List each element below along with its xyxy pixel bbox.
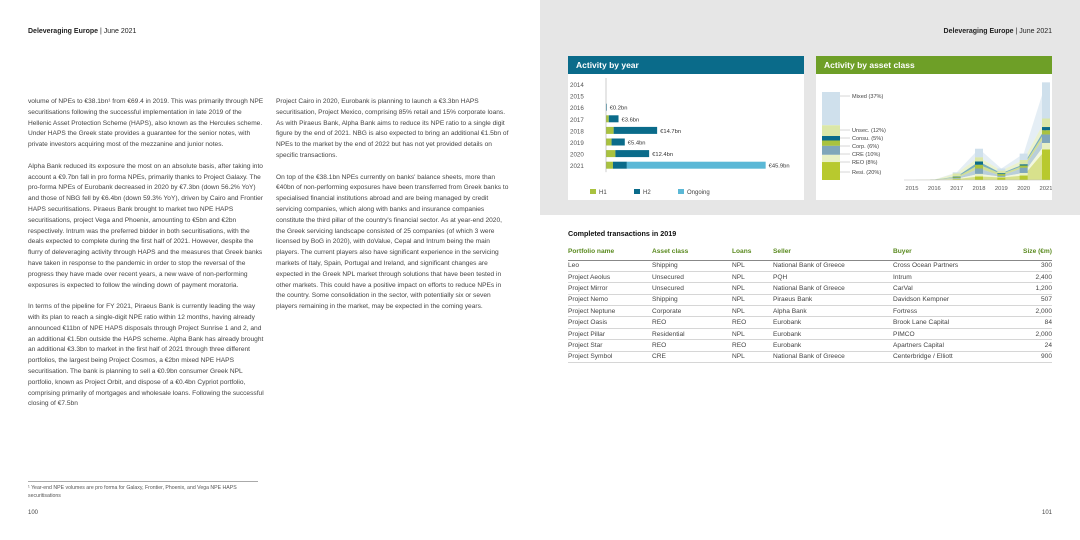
legend-label: Consu. (5%): [852, 136, 884, 142]
header-title: Deleveraging Europe: [28, 28, 99, 35]
bar-2018: [975, 169, 983, 174]
bar-2019: [997, 177, 1005, 178]
header-date: June 2021: [103, 28, 137, 35]
data-label: €0.2bn: [609, 105, 628, 112]
bar-h1-2020: [606, 150, 615, 157]
cell-size: 900: [1001, 351, 1052, 362]
table-row: [568, 294, 1052, 305]
cell-buyer: Brook Lane Capital: [893, 317, 1001, 328]
y-tick-label: 2017: [570, 116, 584, 124]
activity-by-asset-class-panel: [816, 56, 1052, 200]
bar-2019: [997, 176, 1005, 177]
cell-loans: NPL: [732, 294, 773, 305]
bar-2021: [1042, 127, 1050, 130]
bar-2020: [1020, 166, 1028, 168]
bar-2019: [997, 171, 1005, 174]
bar-2017: [953, 177, 961, 178]
y-tick-label: 2021: [570, 163, 584, 171]
cell-asset-class: Shipping: [652, 260, 732, 271]
column-header: Loans: [732, 244, 773, 260]
table-row: [568, 271, 1052, 282]
bar-h2-2021: [613, 162, 627, 169]
cell-size: 84: [1001, 317, 1052, 328]
activity-by-year-chart: [568, 74, 804, 200]
bar-ongoing-2021: [627, 162, 766, 169]
cell-loans: REO: [732, 340, 773, 351]
bar-h1-2018: [606, 127, 614, 134]
data-label: €5.4bn: [627, 140, 646, 147]
cell-portfolio: Project Oasis: [568, 317, 652, 328]
page-number: 100: [28, 510, 39, 516]
data-label: €3.6bn: [621, 117, 640, 124]
bar-h2-2019: [612, 139, 625, 146]
cell-asset-class: REO: [652, 340, 732, 351]
page-header: [28, 28, 136, 35]
y-tick-label: 2019: [570, 140, 584, 147]
cell-buyer: Centerbridge / Elliott: [893, 351, 1001, 362]
text-column-1: [28, 97, 266, 421]
cell-size: 507: [1001, 294, 1052, 305]
header-separator: |: [98, 28, 104, 35]
header-separator: |: [1013, 28, 1020, 35]
data-label: €12.4bn: [652, 152, 674, 159]
activity-by-asset-class-chart: [816, 74, 1052, 200]
cell-portfolio: Project Aeolus: [568, 271, 652, 282]
share-segment-mixed: [822, 92, 840, 125]
paragraph: Alpha Bank reduced its exposure the most on an absolute basis, after taking into account a €9.7bn fall in pro forma NPEs, primarily thanks to Project Galaxy. The pro-forma NPEs of Eurobank decreased in 2020 by €7.3bn (down 56.2% YoY) and those of NBG fell by €6.4bn (down 59.3% YoY), driven by Cairo and Frontier HAPS securitisations. Piraeus Bank brought to market two NPE HAPS securitisations, project Vega and Phoenix, amounting to €5bn and €2bn respectively. Intrum was the preferred bidder in both securitisations, with the deals expected to complete during the first half of 2021. However, despite the flurry of deleveraging activity through HAPS and the measures that Greek banks have taken in response to the pandemic in order to stop the reversal of the progress they have made over recent years, a new wave of non-performing exposures is expected to follow the winding down of payment moratoria.: [28, 162, 263, 289]
cell-buyer: Apartners Capital: [893, 340, 1001, 351]
cell-loans: NPL: [732, 271, 773, 282]
bar-2020: [1020, 176, 1028, 180]
table-row: [568, 351, 1052, 362]
cell-asset-class: Unsecured: [652, 271, 732, 282]
paragraph: In terms of the pipeline for FY 2021, Piraeus Bank is currently leading the way with its plan to reach a single-digit NPE ratio within 12 months, having already announced €11bn of NPE HAPS disposals through Project Sunrise 1 and 2, and an additional €1.5bn outside the HAPS scheme. Alpha Bank has already brought an additional €3.3bn to market in the first half of 2021 through three different portfolios, the largest being Project Cosmos, a €2bn mixed NPE HAPS securitisation. The bank is planning to sell a €0.9bn consumer Greek NPL portfolio, known as Project Orbit, and dispose of a €0.4bn Cypriot portfolio, comprising primarily of mortgages and wholesale loans. Following the successful closing of €7.5bn: [28, 303, 264, 408]
bar-2020: [1020, 164, 1028, 165]
text-column-2: [276, 97, 512, 324]
bar-2021: [1042, 82, 1050, 118]
bar-h2-2017: [609, 115, 619, 122]
share-segment-cre: [822, 146, 840, 155]
legend-label: Mixed (37%): [852, 94, 884, 100]
bar-2018: [975, 161, 983, 164]
legend-swatch-ongoing: [678, 189, 684, 194]
bar-2018: [975, 176, 983, 180]
legend-label: Ongoing: [687, 190, 710, 196]
cell-size: 2,400: [1001, 271, 1052, 282]
cell-seller: Eurobank: [773, 328, 893, 339]
cell-loans: REO: [732, 317, 773, 328]
cell-asset-class: Shipping: [652, 294, 732, 305]
right-page: [540, 0, 1080, 540]
table-row: [568, 340, 1052, 351]
table-title: Completed transactions in 2019: [568, 229, 677, 238]
table-row: [568, 283, 1052, 294]
y-tick-label: 2015: [570, 93, 584, 101]
table-row: [568, 260, 1052, 271]
y-tick-label: 2014: [570, 82, 584, 89]
column-header: Buyer: [893, 244, 1001, 260]
bar-2019: [997, 174, 1005, 176]
x-tick-label: 2015: [905, 186, 919, 192]
cell-portfolio: Project Neptune: [568, 306, 652, 317]
cell-portfolio: Project Star: [568, 340, 652, 351]
bar-2021: [1042, 130, 1050, 134]
share-segment-corp: [822, 140, 840, 145]
table-header-row: [568, 244, 1052, 260]
cell-seller: Eurobank: [773, 340, 893, 351]
legend-label: H2: [643, 190, 651, 196]
cell-portfolio: Project Mirror: [568, 283, 652, 294]
page-header: [944, 28, 1052, 35]
header-date: June 2021: [1019, 28, 1052, 35]
cell-buyer: CarVal: [893, 283, 1001, 294]
bar-2020: [1020, 160, 1028, 164]
bar-2020: [1020, 154, 1028, 160]
cell-buyer: Davidson Kempner: [893, 294, 1001, 305]
cell-portfolio: Leo: [568, 260, 652, 271]
x-tick-label: 2019: [994, 186, 1008, 192]
bar-2019: [997, 173, 1005, 174]
table-row: [568, 317, 1052, 328]
cell-seller: National Bank of Greece: [773, 260, 893, 271]
cell-loans: NPL: [732, 306, 773, 317]
column-header: Asset class: [652, 244, 732, 260]
cell-seller: Piraeus Bank: [773, 294, 893, 305]
cell-loans: NPL: [732, 260, 773, 271]
cell-asset-class: CRE: [652, 351, 732, 362]
cell-seller: National Bank of Greece: [773, 283, 893, 294]
cell-size: 1,200: [1001, 283, 1052, 294]
x-tick-label: 2021: [1039, 186, 1052, 192]
cell-portfolio: Project Nemo: [568, 294, 652, 305]
legend-label: H1: [599, 190, 607, 196]
bar-2021: [1042, 143, 1050, 149]
cell-seller: National Bank of Greece: [773, 351, 893, 362]
table-row: [568, 328, 1052, 339]
legend-label: REO (8%): [852, 160, 878, 166]
share-segment-reo: [822, 155, 840, 162]
y-tick-label: 2016: [570, 105, 584, 113]
cell-size: 24: [1001, 340, 1052, 351]
bar-2020: [1020, 173, 1028, 176]
legend-label: Resi. (20%): [852, 170, 882, 176]
cell-asset-class: REO: [652, 317, 732, 328]
cell-buyer: Intrum: [893, 271, 1001, 282]
bar-2019: [997, 169, 1005, 171]
x-tick-label: 2018: [972, 186, 986, 192]
paragraph: Project Cairo in 2020, Eurobank is planning to launch a €3.3bn HAPS securitisation, Project Mexico, comprising 85% retail and 15% corporate loans. As with Piraeus Bank, Alpha Bank aims to reduce its NPE ratio to a single digit figure by the end of 2021. NBG is also expected to bring an additional €1.5bn of NPEs to the market by the end of 2022 but has not yet provided details on specific transactions.: [276, 98, 509, 159]
y-tick-label: 2020: [570, 151, 584, 159]
column-header: Seller: [773, 244, 893, 260]
bar-2018: [975, 149, 983, 158]
legend-label: CRE (10%): [852, 152, 881, 158]
cell-seller: Alpha Bank: [773, 306, 893, 317]
bar-2020: [1020, 168, 1028, 173]
cell-size: 2,000: [1001, 306, 1052, 317]
bar-2018: [975, 165, 983, 169]
bar-2017: [953, 177, 961, 178]
paragraph: On top of the €38.1bn NPEs currently on banks' balance sheets, more than €40bn of non-performing exposures have been transferred from Greek banks to specialised financial institutions abroad and are being managed by credit servicing companies, which along with banks and insurance companies constitute the third pillar of the country's financial sector. As at year-end 2020, the Greek servicing landscape consisted of 25 companies (of which 3 were licensed by BoG in 2020), with doValue, Cepal and Intrum being the main players. The current players also have significant experience in the servicing markets of Italy, Spain, Portugal and Ireland, and significant changes are expected in the Greek NPL market through solutions that have been tested in other markets. This could have a positive impact on efforts to reduce NPEs in the country. Some consolidation in the sector, with potentially six or seven players remaining in the market, may be expected in the coming years.: [276, 173, 509, 311]
bar-h2-2020: [615, 150, 649, 157]
share-segment-resi: [822, 162, 840, 180]
cell-asset-class: Residential: [652, 328, 732, 339]
paragraph: volume of NPEs to €38.1bn¹ from €69.4 in 2019. This was primarily through NPE securitisations following the successful implementation in late 2019 of the Hellenic Asset Protection Scheme (HAPS), also known as the Hercules scheme. Under HAPS the Greek state provides a guarantee for the senior notes, with private investors acquiring most of the mezzanine and junior notes.: [28, 98, 264, 149]
bar-2017: [953, 173, 961, 176]
bar-h1-2017: [606, 115, 609, 122]
share-segment-consu: [822, 136, 840, 140]
cell-buyer: Fortress: [893, 306, 1001, 317]
legend-label: Unsec. (12%): [852, 128, 886, 134]
table-row: [568, 306, 1052, 317]
bar-2017: [953, 172, 961, 173]
data-label: €14.7bn: [660, 128, 682, 135]
bar-2018: [975, 174, 983, 177]
x-tick-label: 2017: [950, 186, 964, 192]
x-tick-label: 2020: [1017, 186, 1031, 192]
cell-loans: NPL: [732, 351, 773, 362]
legend-swatch-h1: [590, 189, 596, 194]
activity-by-year-panel: [568, 56, 804, 200]
cell-seller: Eurobank: [773, 317, 893, 328]
header-title: Deleveraging Europe: [943, 28, 1014, 35]
column-header: Portfolio name: [568, 244, 652, 260]
cell-buyer: PIMCO: [893, 328, 1001, 339]
page-number: 101: [1041, 510, 1052, 516]
chart-title: Activity by asset class: [816, 56, 1052, 74]
cell-size: 2,000: [1001, 328, 1052, 339]
bar-2021: [1042, 134, 1050, 143]
bar-2021: [1042, 119, 1050, 128]
transactions-table: [568, 244, 1052, 363]
chart-title: Activity by year: [568, 56, 804, 74]
data-label: €45.9bn: [768, 163, 790, 170]
cell-portfolio: Project Pillar: [568, 328, 652, 339]
column-header: Size (€m): [1001, 244, 1052, 260]
bar-2021: [1042, 149, 1050, 180]
share-segment-unsec: [822, 125, 840, 136]
x-tick-label: 2016: [927, 186, 941, 192]
footnote: ¹ Year-end NPE volumes are pro forma for Galaxy, Frontier, Phoenix, and Vega NPE HAPS securitisations: [28, 481, 258, 500]
y-tick-label: 2018: [570, 128, 584, 136]
cell-portfolio: Project Symbol: [568, 351, 652, 362]
cell-loans: NPL: [732, 283, 773, 294]
cell-size: 300: [1001, 260, 1052, 271]
cell-asset-class: Corporate: [652, 306, 732, 317]
cell-loans: NPL: [732, 328, 773, 339]
bar-h1-2021: [606, 162, 613, 169]
cell-asset-class: Unsecured: [652, 283, 732, 294]
legend-swatch-h2: [634, 189, 640, 194]
legend-label: Corp. (6%): [852, 144, 880, 150]
bar-2018: [975, 157, 983, 161]
bar-2019: [997, 177, 1005, 180]
bar-2017: [953, 178, 961, 179]
cell-buyer: Cross Ocean Partners: [893, 260, 1001, 271]
cell-seller: PQH: [773, 271, 893, 282]
bar-h2-2018: [614, 127, 657, 134]
bar-h1-2019: [606, 139, 612, 146]
